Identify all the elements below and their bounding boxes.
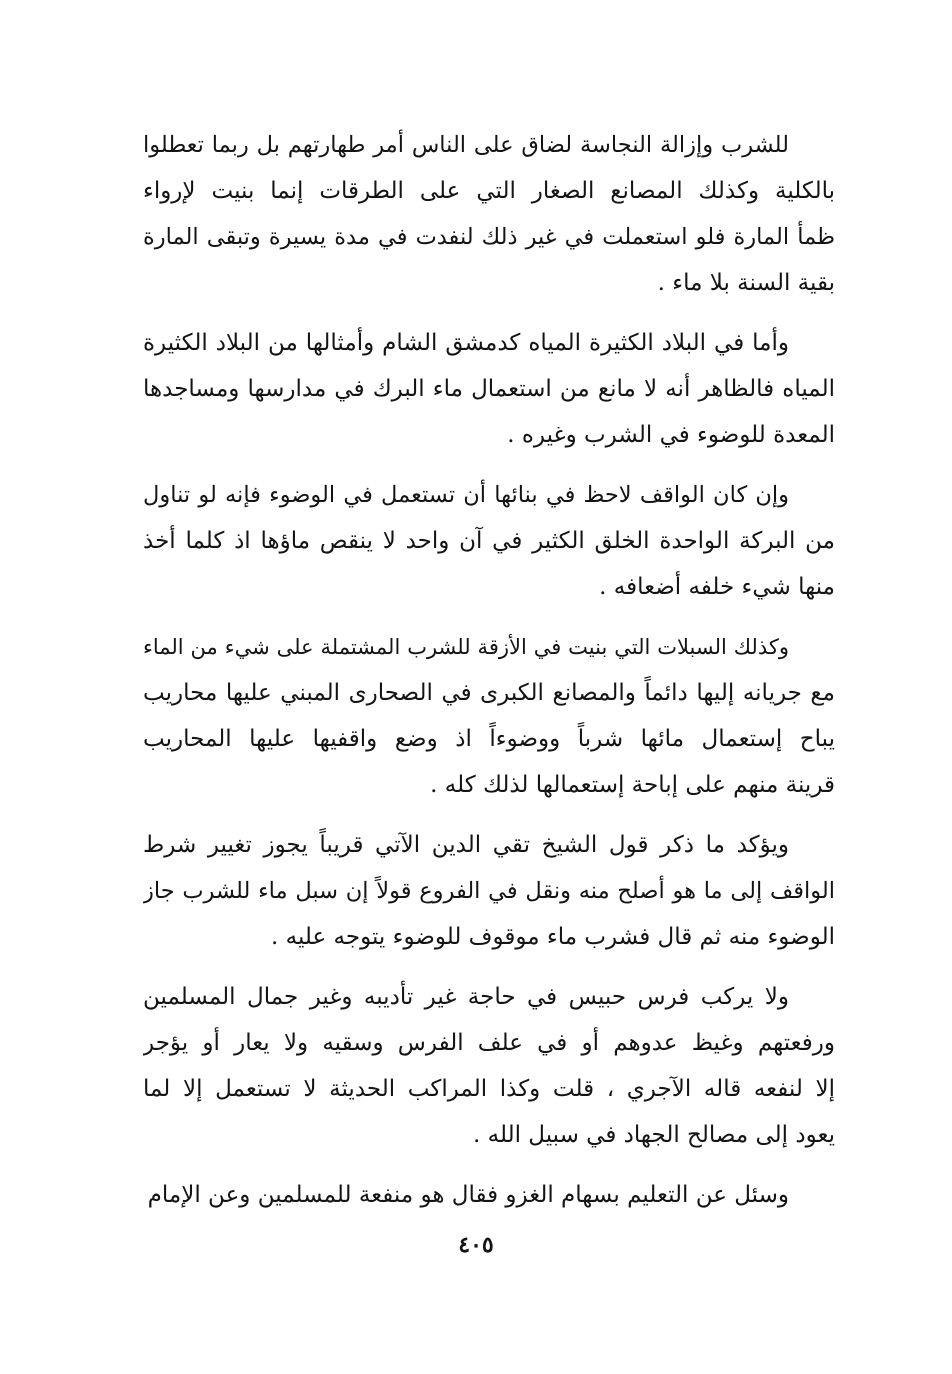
text-line: منها شيء خلفه أضعافه .: [599, 574, 835, 600]
text-line: بقية السنة بلا ماء .: [657, 270, 835, 296]
text-line: وأما في البلاد الكثيرة المياه كدمشق الشام وأمثالها من البلاد الكثيرة: [143, 330, 789, 356]
text-line: ورفعتهم وغيظ عدوهم أو في علف الفرس وسقيه ولا يعار أو يؤجر: [143, 1030, 835, 1056]
paragraph: [143, 472, 835, 610]
text-line: المعدة للوضوء في الشرب وغيره .: [507, 422, 835, 448]
page-number: ٤٠٥: [458, 1232, 494, 1258]
text-line: ويؤكد ما ذكر قول الشيخ تقي الدين الآتي قريباً يجوز تغيير شرط: [143, 832, 789, 858]
text-line: المياه فالظاهر أنه لا مانع من استعمال ماء البرك في مدارسها ومساجدها: [143, 376, 835, 402]
text-line: وكذلك السبلات التي بنيت في الأزقة للشرب المشتملة على شيء من الماء: [143, 635, 789, 659]
text-line: يعود إلى مصالح الجهاد في سبيل الله .: [473, 1122, 835, 1148]
body-text: [143, 122, 835, 1232]
text-line: قرينة منهم على إباحة إستعمالها لذلك كله .: [430, 772, 835, 798]
paragraph: [143, 822, 835, 960]
text-line: للشرب وإزالة النجاسة لضاق على الناس أمر طهارتهم بل ربما تعطلوا: [143, 132, 789, 158]
text-line: ظمأ المارة فلو استعملت في غير ذلك لنفدت في مدة يسيرة وتبقى المارة: [143, 224, 835, 250]
text-line: بالكلية وكذلك المصانع الصغار التي على الطرقات إنما بنيت لإرواء: [143, 178, 835, 204]
text-line: وسئل عن التعليم بسهام الغزو فقال هو منفعة للمسلمين وعن الإمام: [147, 1182, 789, 1208]
text-line: الواقف إلى ما هو أصلح منه ونقل في الفروع قولاً إن سبل ماء للشرب جاز: [143, 878, 835, 904]
paragraph: [143, 320, 835, 458]
text-line: من البركة الواحدة الخلق الكثير في آن واحد لا ينقص ماؤها اذ كلما أخذ: [143, 528, 835, 554]
paragraph: [143, 624, 835, 808]
text-line: مع جريانه إليها دائماً والمصانع الكبرى في الصحارى المبني عليها محاريب: [143, 680, 835, 706]
text-line: الوضوء منه ثم قال فشرب ماء موقوف للوضوء يتوجه عليه .: [271, 924, 835, 950]
text-line: يباح إستعمال مائها شرباً ووضوءاً اذ وضع واقفيها عليها المحاريب: [143, 726, 835, 752]
text-line: ولا يركب فرس حبيس في حاجة غير تأديبه وغير جمال المسلمين: [143, 984, 789, 1010]
paragraph: [143, 1172, 835, 1218]
text-line: إلا لنفعه قاله الآجري ، قلت وكذا المراكب الحديثة لا تستعمل إلا لما: [143, 1076, 835, 1102]
paragraph: [143, 974, 835, 1158]
text-line: وإن كان الواقف لاحظ في بنائها أن تستعمل في الوضوء فإنه لو تناول: [143, 482, 789, 508]
paragraph: [143, 122, 835, 306]
